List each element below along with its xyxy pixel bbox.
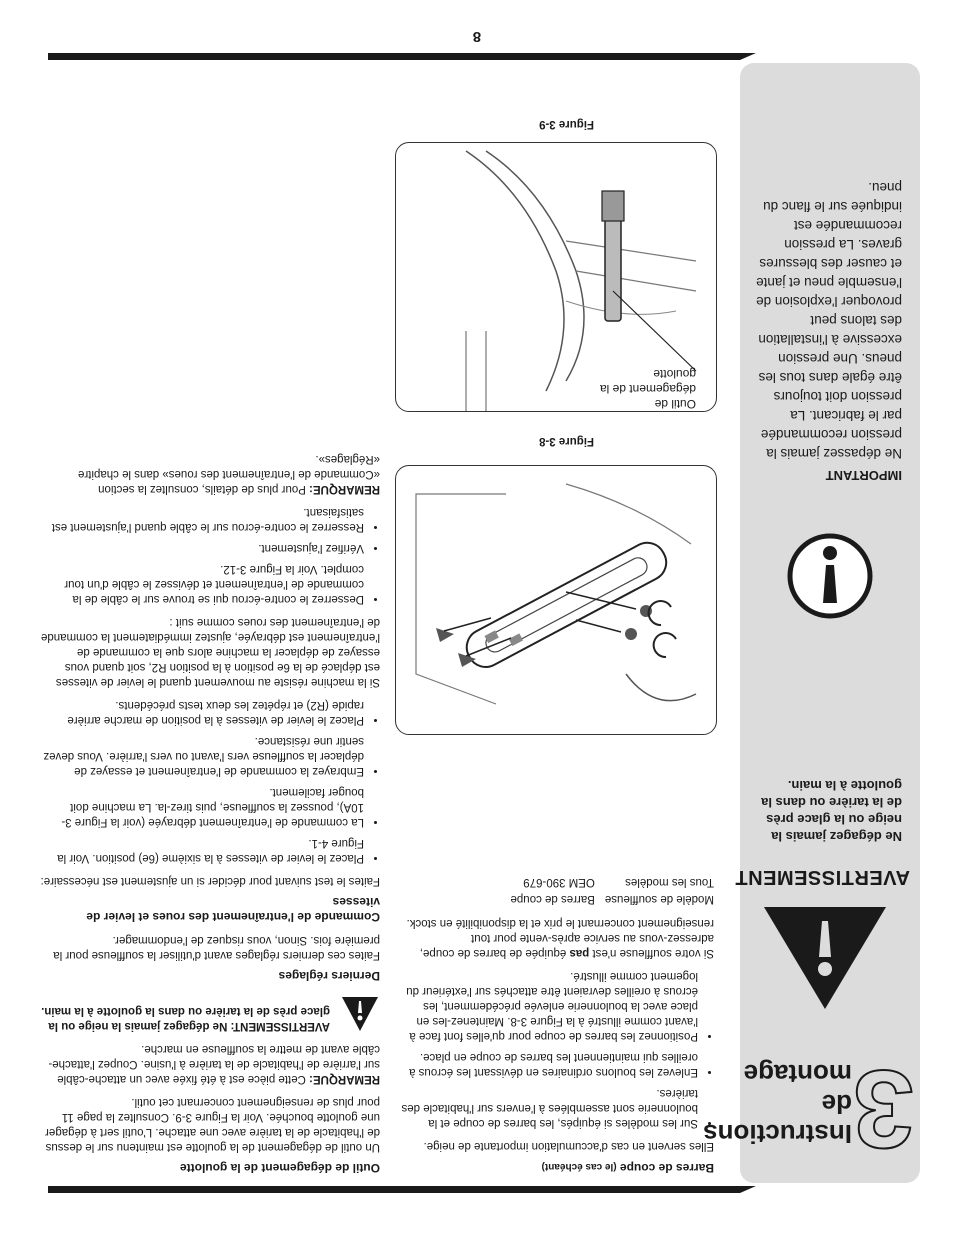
remark-text: Pour plus de détails, consultez la section «Commande de l'entraînement des roues» dans le chapitre «Réglages». [77,453,380,495]
shear-bar-illustration [396,466,716,734]
figure-3-9-caption: Figure 3-9 [539,118,594,130]
shear-note [394,915,714,960]
drive-control-heading: Commande de l'entraînement des roues et levier de vitesses [86,895,380,924]
table-header: Barres de coupe [510,893,595,905]
final-adjustments-heading: Derniers réglages [278,969,380,983]
figure-3-8 [395,465,717,735]
bottom-rule [48,53,740,60]
list-item: • Vérifiez l'ajustement. [40,540,364,555]
table-cell: Tous les modèles [625,876,714,888]
inline-warning [40,993,380,1033]
chute-tool-heading: Outil de dégagement de la goulotte [179,1161,380,1175]
remark-label: REMARQUE: [309,483,380,495]
shear-bullets [394,968,714,1130]
list-item: • Positionnez les barres de coupe pour qu'elles font face à l'avant comme illustré à la Figure 3-8. Maintenez-les en place avec la boulonnerie enlevée précédemment, les écrous à oreilles devraient être attachés sur l'extérieur du logement comme illustré. [394,968,698,1043]
table-header: Modèle de souffleuse [604,893,714,905]
list-item: • Placez le levier de vitesses à la sixième (6e) position. Voir la Figure 4-1. [40,835,364,865]
table-header-row [500,890,714,907]
shear-note-bold: pas [569,947,590,959]
shear-heading-small: (le cas échéant) [541,1161,617,1172]
adjust-bullets [40,504,380,606]
middle-column [394,873,714,1175]
chapter-sidebar [703,63,920,1183]
important-heading: IMPORTANT [825,468,902,483]
chute-tool-text: Un outil de dégagement de la goulotte est maintenu sur le dessus de l'habitacle de la tarière avec une attache. L'outil sert à dégager une goulotte bouchée. Voir la Figure 3-9. Consultez la page 11 pour plus de renseignement concernant cet outil. [45,1096,380,1153]
warning-triangle-icon [340,993,380,1033]
list-item: • Sur les modèles si équipés, les barres de coupe et la boulonnerie sont assemblées à l'envers sur l'habitacle des tarières. [394,1085,698,1130]
figure-3-9 [395,142,717,412]
drive-test-bullets [40,697,380,865]
remark-1 [40,1041,380,1086]
list-item: • Desserrez le contre-écrou qui se trouve sur le câble de la commande de l'entraînement et dévissez le câble d'un tour complet. Voir la Figure 3-12. [40,561,364,606]
shear-pins-heading [394,1159,714,1175]
important-info-icon [785,531,875,621]
chapter-title [703,1059,852,1149]
table-cell: OEM 390-679 [523,876,595,888]
table-row [500,873,714,890]
list-item: • Resserrez le contre-écrou sur le câble quand l'ajustement est satisfaisant. [40,504,364,534]
chapter-title-line1: Instructions [703,1119,852,1149]
remark-2 [40,451,380,496]
right-column [40,443,380,1175]
top-rule [48,1186,740,1193]
chapter-title-line2: de montage [743,1059,852,1119]
drive-para: Si la machine résiste au mouvement quand le levier de vitesses est déplacé de la 6e position à la position R2, soit quand vous essayez de déplacer la machine alors que la commande de l'entraînement est débrayée, ajustez immédiatement la commande de l'entraînement des roues comme suit : [40,616,380,688]
chute-tool-label: Outil de dégagement de la goulotte [599,367,696,411]
list-item: • Enlevez les boulons ordinaires en dévissant les écrous à oreilles qui maintiennent les barres de coupe en place. [394,1049,698,1079]
chapter-number: 3 [852,1047,914,1170]
shear-note-pre: Si votre souffleuse n'est [589,947,714,959]
final-adjustments-text: Faites ces derniers réglages avant d'utiliser la souffleuse pour la première fois. Sinon, vous risquez de l'endommager. [53,934,380,961]
warning-triangle-icon [760,903,890,1013]
page-number: 8 [472,28,482,45]
list-item: • Embrayez la commande de l'entraînement et essayez de déplacer la souffleuse vers l'avant ou vers l'arrière. Vous devez sentir une résistance. [40,733,364,778]
list-item: • La commande de l'entraînement débrayée (voir la Figure 3-10A), poussez la souffleuse, puis tirez-la. La machine doit bouger facilement. [40,784,364,829]
drive-intro: Faites le test suivant pour décider si un ajustement est nécessaire: [40,875,380,887]
shear-intro: Elles servent en cas d'accumulation importante de neige. [423,1140,714,1152]
remark-label: REMARQUE: [309,1073,380,1085]
important-text: Ne dépassez jamais la pression recommandée par le fabricant. La pression doit toujours être égale dans tous les pneus. Une pression excessive à l'installation des talons peut provoquer l'explosion de l'ensemble pneu et jante et causer des blessures graves. La pression recommandée est indiquée sur le flanc du pneu. [756,180,902,461]
shear-heading-text: Barres de coupe [619,1161,714,1175]
remark-text: Cette pièce est à été fixée avec un attache-câble sur l'arrière de l'habitacle de la tarière à l'usine. Coupez l'attache-câble avant de mettre la souffleuse en marche. [48,1043,380,1085]
warning-heading: AVERTISSEMENT [734,866,910,888]
list-item: • Placez le levier de vitesses à la position de marche arrière rapide (R2) et répétez les deux tests précédents. [40,697,364,727]
warning-text: Ne dégagez jamais la neige ou la glace près de la tarière ou dans la goulotte à la main. [761,778,902,844]
figure-3-8-caption: Figure 3-8 [539,435,594,447]
inline-warning-label: AVERTISSEMENT: [230,1020,330,1032]
shear-note-post: équipée de barres de coupe, adressez-vous au service après-vente pour tout renseignement concernant le prix et la disponibilité en stock. [406,917,714,959]
inline-warning-text [40,1003,330,1033]
inline-warning-body: Ne dégagez jamais la neige ou la glace près de la tarière ou dans la goulotte à la main. [41,1005,330,1032]
parts-table [500,873,714,907]
